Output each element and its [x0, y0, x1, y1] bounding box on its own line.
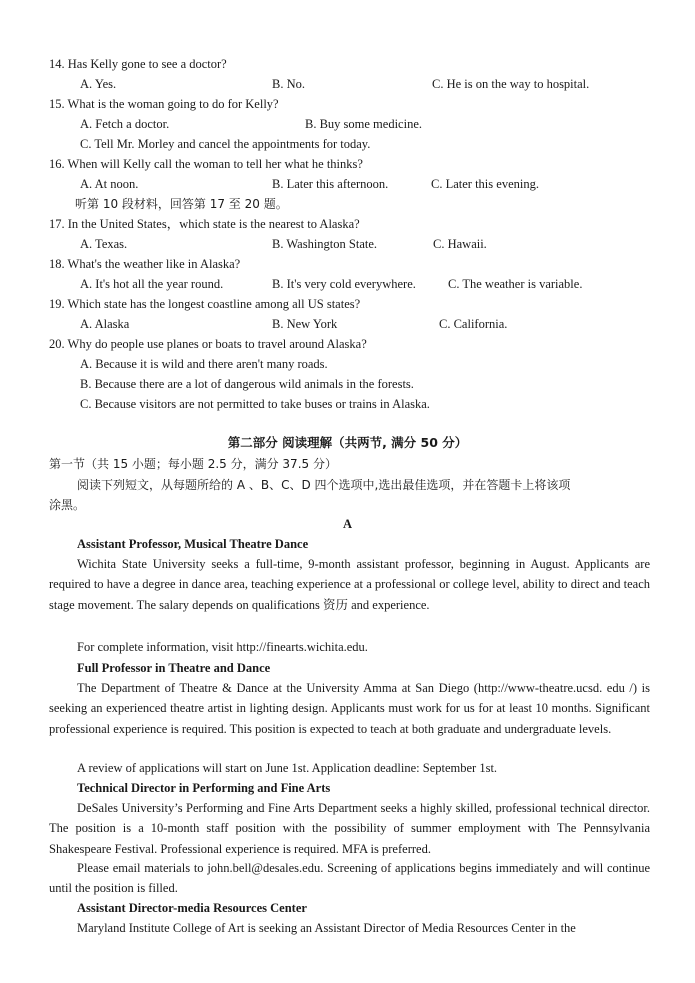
ad-3-contact: Please email materials to john.bell@desales.edu. Screening of applications begins immediately and will continue until the position is filled. — [49, 861, 650, 896]
ad-3-body: DeSales University’s Performing and Fine Arts Department seeks a highly skilled, professional technical director. The position is a 10-month staff position with the possibility of summer employment with The Pennsylvania Shakespeare Festival. Professional experience is required. MFA is preferred. — [49, 801, 650, 856]
question-16: 16. When will Kelly call the woman to tell her what he thinks? — [49, 157, 363, 171]
q14-option-c: C. He is on the way to hospital. — [432, 77, 590, 91]
q16-option-a: A. At noon. — [80, 177, 139, 191]
question-18: 18. What's the weather like in Alaska? — [49, 257, 241, 271]
q18-option-a: A. It's hot all the year round. — [80, 277, 224, 291]
question-17: 17. In the United States，which state is the nearest to Alaska? — [49, 217, 360, 231]
question-19: 19. Which state has the longest coastline among all US states? — [49, 297, 361, 311]
q20-option-a: A. Because it is wild and there aren't many roads. — [80, 357, 328, 371]
instruction-line-1: 阅读下列短文，从每题所给的 A 、B、C、D 四个选项中,选出最佳选项，并在答题卡上将该项 — [77, 478, 571, 492]
ad-3-title: Technical Director in Performing and Fine Arts — [77, 781, 331, 795]
q16-option-c: C. Later this evening. — [431, 177, 539, 191]
q19-option-a: A. Alaska — [80, 317, 130, 331]
q19-option-c: C. California. — [439, 317, 508, 331]
q17-option-c: C. Hawaii. — [433, 237, 487, 251]
q15-option-a: A. Fetch a doctor. — [80, 117, 170, 131]
q20-option-c: C. Because visitors are not permitted to take buses or trains in Alaska. — [80, 397, 430, 411]
question-20: 20. Why do people use planes or boats to travel around Alaska? — [49, 337, 367, 351]
q15-option-b: B. Buy some medicine. — [305, 117, 422, 131]
ad-1-title: Assistant Professor, Musical Theatre Dance — [77, 537, 309, 551]
part2-title: 第二部分 阅读理解（共两节, 满分 50 分） — [227, 435, 468, 450]
ad-4-title: Assistant Director-media Resources Center — [77, 901, 307, 915]
material-note: 听第 10 段材料，回答第 17 至 20 题。 — [75, 197, 288, 211]
section1-title: 第一节（共 15 小题；每小题 2.5 分，满分 37.5 分） — [49, 457, 337, 471]
ad-4-body: Maryland Institute College of Art is seeking an Assistant Director of Media Resources Center in the — [77, 921, 576, 935]
ad-1-body: Wichita State University seeks a full-time, 9-month assistant professor, beginning in August. Applicants are required to have a degree in dance area, teaching experience at a professional or college level, ability to direct and teach stage movement. The salary depends on qualifications 资历 and experience. — [49, 557, 650, 612]
instruction-line-2: 涂黑。 — [49, 498, 86, 512]
q18-option-c: C. The weather is variable. — [448, 277, 583, 291]
q14-option-b: B. No. — [272, 77, 305, 91]
ad-2-title: Full Professor in Theatre and Dance — [77, 661, 271, 675]
q14-option-a: A. Yes. — [80, 77, 117, 91]
q15-option-c: C. Tell Mr. Morley and cancel the appointments for today. — [80, 137, 371, 151]
q18-option-b: B. It's very cold everywhere. — [272, 277, 416, 291]
q17-option-a: A. Texas. — [80, 237, 128, 251]
q20-option-b: B. Because there are a lot of dangerous wild animals in the forests. — [80, 377, 414, 391]
question-15: 15. What is the woman going to do for Kelly? — [49, 97, 279, 111]
passage-letter: A — [342, 517, 353, 531]
q17-option-b: B. Washington State. — [272, 237, 378, 251]
ad-1-link: For complete information, visit http://finearts.wichita.edu. — [77, 640, 368, 654]
ad-2-body: The Department of Theatre & Dance at the University Amma at San Diego (http://www-theatre.ucsd. edu /) is seeking an experienced theatre artist in lighting design. Applicants must work for us for at least 10 months. Significant professional experience is required. This position is expected to teach at both graduate and undergraduate levels. — [49, 681, 650, 736]
ad-2-deadline: A review of applications will start on June 1st. Application deadline: September 1st. — [77, 761, 498, 775]
question-14: 14. Has Kelly gone to see a doctor? — [49, 57, 227, 71]
q16-option-b: B. Later this afternoon. — [272, 177, 389, 191]
q19-option-b: B. New York — [272, 317, 338, 331]
